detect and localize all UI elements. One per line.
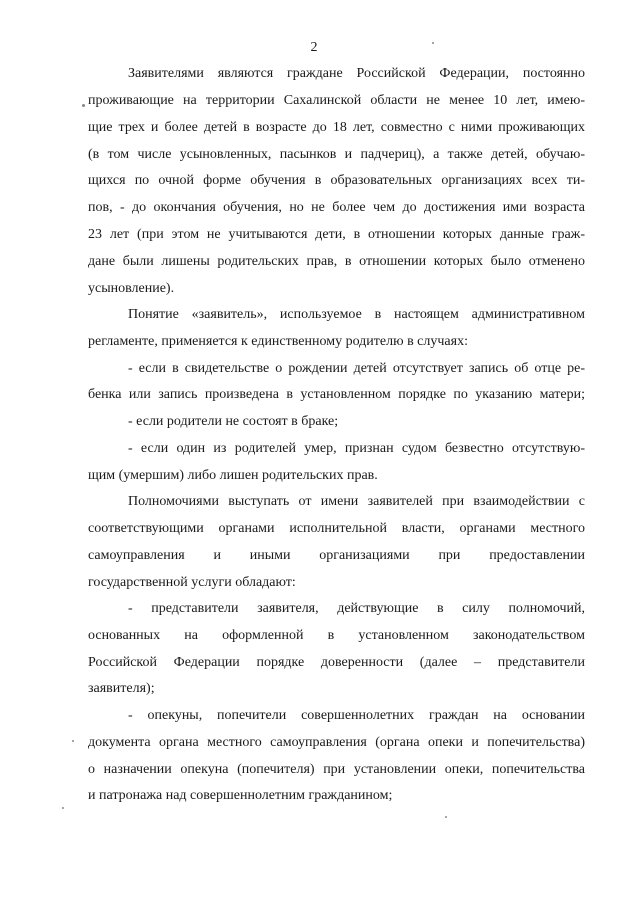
text-line: - если один из родителей умер, признан судом безвестно отсутствую-	[128, 441, 585, 456]
text-line: Российской Федерации порядке доверенности (далее – представители	[88, 655, 585, 670]
text-line: основанных на оформленной в установленном законодательством	[88, 628, 585, 643]
scan-speck	[432, 42, 434, 44]
text-line: государственной услуги обладают:	[88, 575, 296, 590]
text-line: - представители заявителя, действующие в силу полномочий,	[128, 601, 585, 616]
text-line: Заявителями являются граждане Российской Федерации, постоянно	[128, 66, 585, 81]
text-line: пов, - до окончания обучения, но не более чем до достижения ими возраста	[88, 200, 585, 215]
text-line: Полномочиями выступать от имени заявителей при взаимодействии с	[128, 494, 585, 509]
scan-speck	[82, 104, 85, 107]
scan-speck	[445, 816, 447, 818]
scan-speck	[62, 807, 64, 809]
text-line: щихся по очной форме обучения в образовательных организациях всех ти-	[88, 173, 585, 188]
text-line: самоуправления и иными организациями при предоставлении	[88, 548, 585, 563]
text-line: заявителя);	[88, 681, 155, 696]
text-line: регламенте, применяется к единственному родителю в случаях:	[88, 334, 468, 349]
text-line: - если в свидетельстве о рождении детей отсутствует запись об отце ре-	[128, 361, 585, 376]
text-line: документа органа местного самоуправления (органа опеки и попечительства)	[88, 735, 585, 750]
text-line: и патронажа над совершеннолетним гражданином;	[88, 788, 393, 803]
text-line: Понятие «заявитель», используемое в настоящем административном	[128, 307, 585, 322]
text-line: 23 лет (при этом не учитываются дети, в отношении которых данные граж-	[88, 227, 585, 242]
text-line: о назначении опекуна (попечителя) при установлении опеки, попечительства	[88, 762, 585, 777]
text-line: бенка или запись произведена в установленном порядке по указанию матери;	[88, 387, 585, 402]
text-line: щие трех и более детей в возрасте до 18 лет, совместно с ними проживающих	[88, 120, 585, 135]
text-line: - опекуны, попечители совершеннолетних граждан на основании	[128, 708, 585, 723]
text-line: (в том числе усыновленных, пасынков и падчериц), а также детей, обучаю-	[88, 147, 585, 162]
scan-speck	[72, 740, 74, 742]
text-line: проживающие на территории Сахалинской области не менее 10 лет, имею-	[88, 93, 585, 108]
text-line: щим (умершим) либо лишен родительских прав.	[88, 468, 378, 483]
text-line: усыновление).	[88, 281, 175, 296]
text-line: - если родители не состоят в браке;	[128, 414, 339, 429]
text-line: дане были лишены родительских прав, в отношении которых было отменено	[88, 254, 585, 269]
page-number: 2	[310, 40, 318, 55]
text-line: соответствующими органами исполнительной власти, органами местного	[88, 521, 585, 536]
